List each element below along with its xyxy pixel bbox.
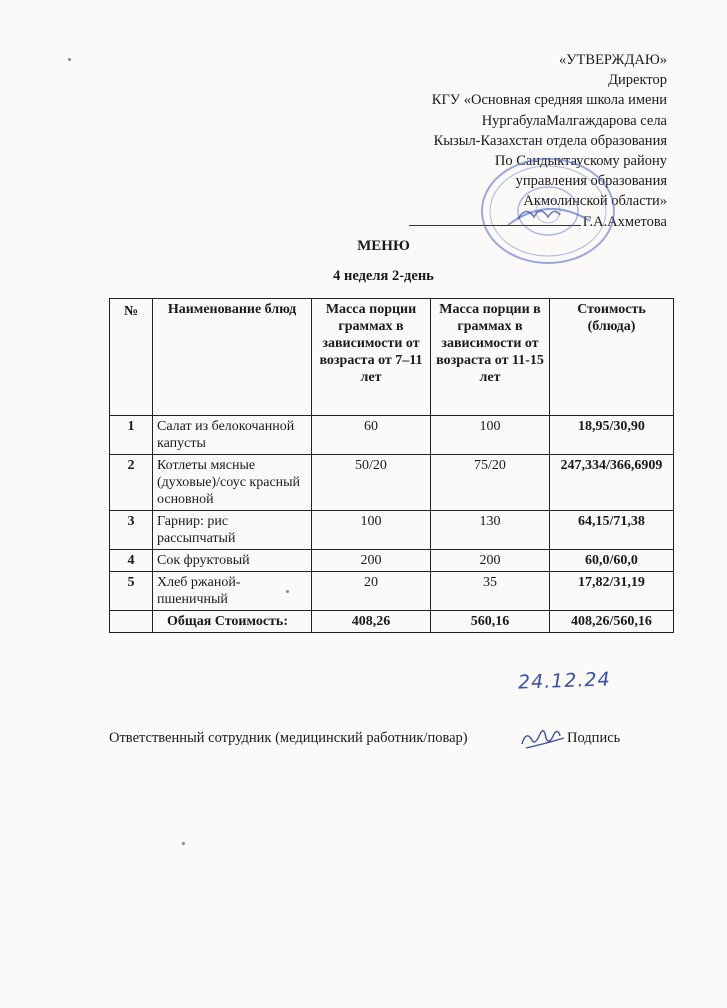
total-num-empty (110, 611, 153, 633)
approval-line: управления образования (515, 173, 667, 190)
page-subtitle: 4 неделя 2-день (333, 268, 434, 284)
signature-label: Подпись (567, 730, 621, 746)
row-mass-7-11: 20 (312, 572, 431, 611)
row-num: 1 (110, 416, 153, 455)
paper-speck (286, 590, 289, 593)
row-num: 2 (110, 455, 153, 511)
paper-speck (68, 58, 71, 61)
handwritten-signature-icon (518, 722, 570, 756)
row-mass-11-15: 200 (431, 550, 550, 572)
row-num: 3 (110, 511, 153, 550)
approval-block (409, 50, 667, 232)
header-mass-7-11: Масса порции граммах в зависимости от возраста от 7–11 лет (312, 299, 431, 416)
row-cost: 60,0/60,0 (550, 550, 674, 572)
total-cost: 408,26/560,16 (550, 611, 674, 633)
table-row (110, 572, 674, 611)
row-num: 5 (110, 572, 153, 611)
responsible-label: Ответственный сотрудник (медицинский работник/повар) (109, 730, 468, 746)
signatory-line (409, 212, 667, 232)
approval-line: Акмолинской области» (523, 193, 667, 210)
header-cost: Стоимость (блюда) (550, 299, 674, 416)
header-num: № (110, 299, 153, 416)
row-cost: 18,95/30,90 (550, 416, 674, 455)
row-mass-7-11: 60 (312, 416, 431, 455)
signatory-name: Г.А.Ахметова (582, 213, 667, 230)
table-row (110, 511, 674, 550)
row-cost: 17,82/31,19 (550, 572, 674, 611)
row-dish: Салат из белокочанной капусты (153, 416, 312, 455)
row-mass-7-11: 50/20 (312, 455, 431, 511)
paper-speck (182, 842, 185, 845)
responsible-line (109, 730, 468, 747)
row-dish: Хлеб ржаной-пшеничный (153, 572, 312, 611)
row-dish: Гарнир: рис рассыпчатый (153, 511, 312, 550)
row-mass-11-15: 35 (431, 572, 550, 611)
total-mass-7-11: 408,26 (312, 611, 431, 633)
table-header-row (110, 299, 674, 416)
row-mass-7-11: 100 (312, 511, 431, 550)
row-cost: 247,334/366,6909 (550, 455, 674, 511)
header-dish: Наименование блюд (153, 299, 312, 416)
menu-table (109, 298, 674, 633)
approval-line: Кызыл-Казахстан отдела образования (433, 132, 667, 149)
row-mass-11-15: 75/20 (431, 455, 550, 511)
handwritten-date: 24.12.24 (517, 668, 611, 694)
row-dish: Котлеты мясные (духовые)/соус красный основной (153, 455, 312, 511)
approval-line: «УТВЕРЖДАЮ» (559, 52, 667, 68)
approval-line: НургабулаМалгаждарова села (481, 112, 667, 129)
approval-line: По Сандыктаускому району (494, 153, 667, 170)
row-cost: 64,15/71,38 (550, 511, 674, 550)
signature-underline (409, 214, 581, 226)
approval-line: КГУ «Основная средняя школа имени (431, 92, 667, 109)
table-total-row (110, 611, 674, 633)
row-dish: Сок фруктовый (153, 550, 312, 572)
row-mass-7-11: 200 (312, 550, 431, 572)
page-title: МЕНЮ (357, 238, 410, 254)
table-row (110, 550, 674, 572)
total-label: Общая Стоимость: (153, 611, 312, 633)
row-mass-11-15: 100 (431, 416, 550, 455)
row-mass-11-15: 130 (431, 511, 550, 550)
table-row (110, 455, 674, 511)
total-mass-11-15: 560,16 (431, 611, 550, 633)
approval-line: Директор (608, 72, 667, 89)
table-row (110, 416, 674, 455)
row-num: 4 (110, 550, 153, 572)
header-mass-11-15: Масса порции в граммах в зависимости от возраста от 11-15 лет (431, 299, 550, 416)
